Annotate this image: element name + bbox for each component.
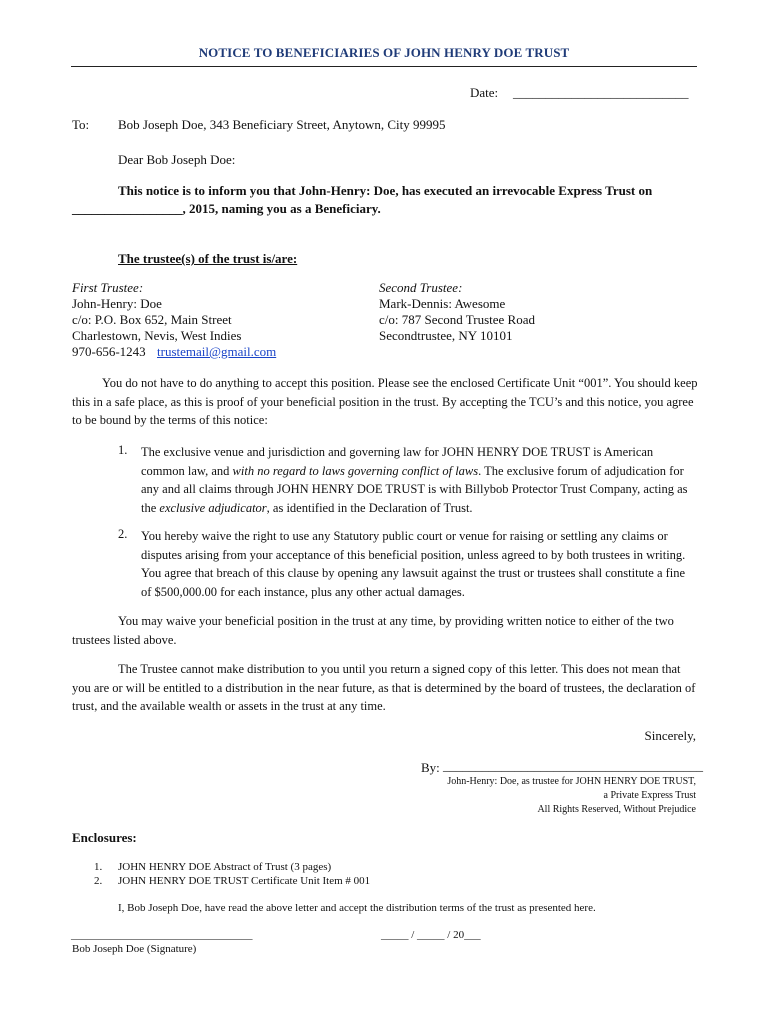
to-recipient: Bob Joseph Doe, 343 Beneficiary Street, Anytown, City 99995 (118, 117, 446, 132)
paragraph-waive: You may waive your beneficial position in the trust at any time, by providing written notice to either of the two trustees listed above. (72, 614, 674, 647)
signature-date-blanks: _____ / _____ / 20___ (381, 929, 481, 941)
second-trustee-label: Second Trustee: (379, 280, 463, 295)
enclosure-2-text: JOHN HENRY DOE TRUST Certificate Unit Item # 001 (118, 875, 371, 887)
by-signature-line: ________________________________________ (443, 758, 703, 773)
enclosure-1-number: 1. (94, 861, 103, 873)
to-label: To: (72, 117, 90, 132)
enclosure-1-text: JOHN HENRY DOE Abstract of Trust (3 pages) (118, 861, 332, 873)
item-1-part-2: with no regard to laws governing conflict of laws (232, 463, 479, 478)
enclosures-heading: Enclosures: (72, 830, 137, 845)
item-1-text (141, 443, 697, 517)
paragraph-distribution: The Trustee cannot make distribution to you until you return a signed copy of this letter. This does not mean that you are or will be entitled to a distribution in the near future, as that is determined by the board of trustees, the declaration of trust, and the available wealth or assets in the trust at any time. (72, 662, 696, 713)
item-1-part-1: The exclusive venue and jurisdiction and governing law for JOHN HENRY DOE TRUST is American common law, and (141, 445, 654, 478)
first-trustee-address-2: Charlestown, Nevis, West Indies (72, 328, 242, 343)
second-trustee-address-1: c/o: 787 Second Trustee Road (379, 312, 535, 327)
signatory-line-1: John-Henry: Doe, as trustee for JOHN HENRY DOE TRUST, (447, 776, 696, 787)
first-trustee-name: John-Henry: Doe (72, 296, 162, 311)
salutation: Dear Bob Joseph Doe: (118, 152, 236, 167)
item-2-number: 2. (118, 527, 128, 541)
trustees-heading: The trustee(s) of the trust is/are: (118, 251, 298, 266)
date-label: Date: (470, 85, 499, 100)
first-trustee-address-1: c/o: P.O. Box 652, Main Street (72, 312, 232, 327)
closing: Sincerely, (644, 728, 696, 743)
item-1-part-5: , as identified in the Declaration of Trust. (266, 500, 473, 515)
notice-line-1: This notice is to inform you that John-Henry: Doe, has executed an irrevocable Express Trust on (118, 183, 653, 198)
first-trustee-email-link[interactable]: trustemail@gmail.com (157, 344, 277, 359)
acceptance-statement: I, Bob Joseph Doe, have read the above letter and accept the distribution terms of the trust as presented here. (118, 902, 596, 914)
beneficiary-signature-line: _________________________________ (71, 929, 253, 941)
beneficiary-signature-label: Bob Joseph Doe (Signature) (72, 943, 197, 955)
title-divider (71, 66, 697, 67)
item-1-number: 1. (118, 443, 128, 457)
signatory-line-2: a Private Express Trust (603, 790, 696, 801)
enclosure-2-number: 2. (94, 875, 103, 887)
document-title: NOTICE TO BENEFICIARIES OF JOHN HENRY DOE TRUST (198, 45, 570, 60)
signatory-line-3: All Rights Reserved, Without Prejudice (537, 804, 696, 815)
second-trustee-address-2: Secondtrustee, NY 10101 (379, 328, 513, 343)
date-blank: ___________________________ (513, 85, 689, 100)
second-trustee-name: Mark-Dennis: Awesome (379, 296, 506, 311)
paragraph-acceptance: You do not have to do anything to accept this position. Please see the enclosed Certificate Unit “001”. You should keep this in a safe place, as this is proof of your beneficial position in the trust. By accepting the TCU’s and this notice, you agree to be bound by the terms of this notice: (72, 376, 698, 427)
item-1-part-3: . The exclusive forum of adjudication for any and all claims through JOHN HENRY DOE TRUST is with Billybob Protector Trust Company, acting as the (141, 463, 688, 515)
notice-line-2: _________________, 2015, naming you as a Beneficiary. (72, 201, 381, 216)
item-1-part-4: exclusive adjudicator (159, 500, 267, 515)
first-trustee-phone: 970-656-1243 (72, 344, 146, 359)
by-label: By: (421, 760, 440, 775)
first-trustee-label: First Trustee: (72, 280, 144, 295)
item-2-text: You hereby waive the right to use any Statutory public court or venue for raising or settling any claims or disputes arising from your acceptance of this beneficial position, unless agreed to by both trustees in writing. You agree that breach of this clause by opening any lawsuit against the trust or trustees shall constitute a fine of $500,000.00 for each instance, plus any other actual damages. (141, 529, 686, 599)
